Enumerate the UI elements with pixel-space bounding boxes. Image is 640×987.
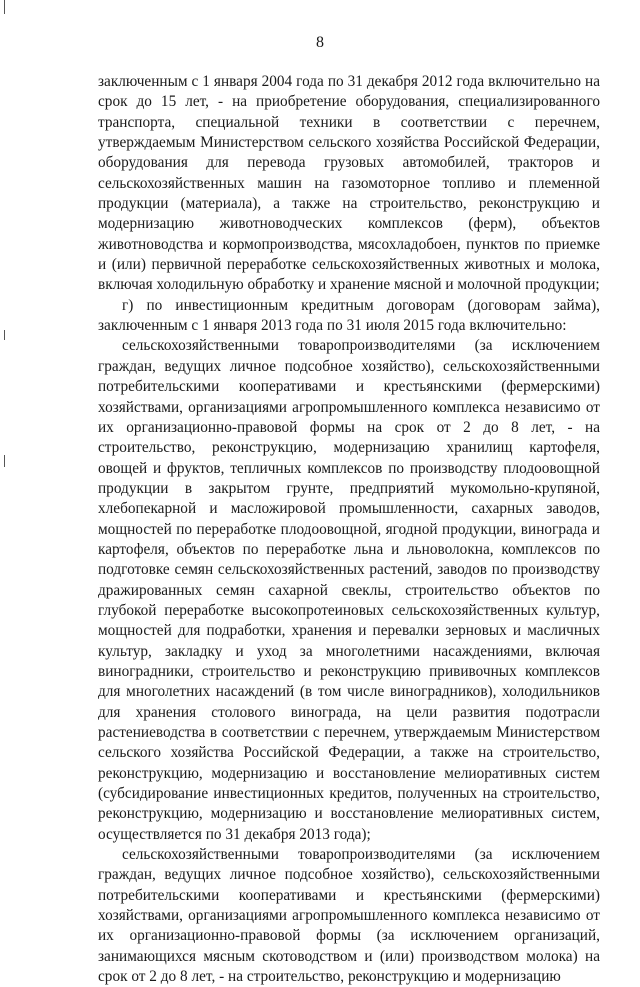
paragraph-item-g: г) по инвестиционным кредитным договорам (договорам займа), заключенным с 1 января 2013 года по 31 июля 2015 года включительно: [98,296,600,335]
page-number: 8 [316,34,324,51]
paragraph-continuation: заключенным с 1 января 2004 года по 31 декабря 2012 года включительно на срок до 15 лет, - на приобретение оборудования, специализированного транспорта, специальной техники в соответствии с перечнем, утверждаемым Министерством сельского хозяйства Российской Федерации, оборудования для перевода грузовых автомобилей, тракторов и сельскохозяйственных машин на газомоторное топливо и племенной продукции (материала), а также на строительство, реконструкцию и модернизацию животноводческих комплексов (ферм), объектов животноводства и кормопроизводства, мясохладобоен, пунктов по приемке и (или) первичной переработке сельскохозяйственных животных и молока, включая холодильную обработку и хранение мясной и молочной продукции; [98,73,600,294]
scan-edge-mark [4,330,5,340]
scan-edge-mark [4,0,5,14]
paragraph-agri-producers-2: сельскохозяйственными товаропроизводителями (за исключением граждан, ведущих личное подсобное хозяйство), сельскохозяйственными потребительскими кооперативами и крестьянскими (фермерскими) хозяйствами, организациями агропромышленного комплекса независимо от их организационно-правовой формы (за исключением организаций, занимающихся мясным скотоводством и (или) производством молока) на срок от 2 до 8 лет, - на строительство, реконструкцию и модернизацию [98,846,600,986]
paragraph-agri-producers-1: сельскохозяйственными товаропроизводителями (за исключением граждан, ведущих личное подсобное хозяйство), сельскохозяйственными потребительскими кооперативами и крестьянскими (фермерскими) хозяйствами, организациями агропромышленного комплекса независимо от их организационно-правовой формы на срок от 2 до 8 лет, - на строительство, реконструкцию, модернизацию хранилищ картофеля, овощей и фруктов, тепличных комплексов по производству плодоовощной продукции в закрытом грунте, предприятий мукомольно-крупяной, хлебопекарной и масложировой промышленности, сахарных заводов, мощностей по переработке плодоовощной, ягодной продукции, винограда и картофеля, объектов по переработке льна и льноволокна, комплексов по подготовке семян сельскохозяйственных растений, заводов по производству дражированных семян сахарной свеклы, строительство объектов по глубокой переработке высокопротеиновых сельскохозяйственных культур, мощностей для подработки, хранения и перевалки зерновых и масличных культур, закладку и уход за многолетними насаждениями, включая виноградники, строительство и реконструкцию прививочных комплексов для многолетних насаждений (в том числе виноградников), холодильников для хранения столового винограда, на цели развития подотрасли растениеводства в соответствии с перечнем, утверждаемым Министерством сельского хозяйства Российской Федерации, а также на строительство, реконструкцию, модернизацию и восстановление мелиоративных систем (субсидирование инвестиционных кредитов, полученных на строительство, реконструкцию, модернизацию и восстановление мелиоративных систем, осуществляется по 31 декабря 2013 года); [98,337,600,843]
scan-edge-mark [4,455,5,467]
document-body [98,72,600,987]
